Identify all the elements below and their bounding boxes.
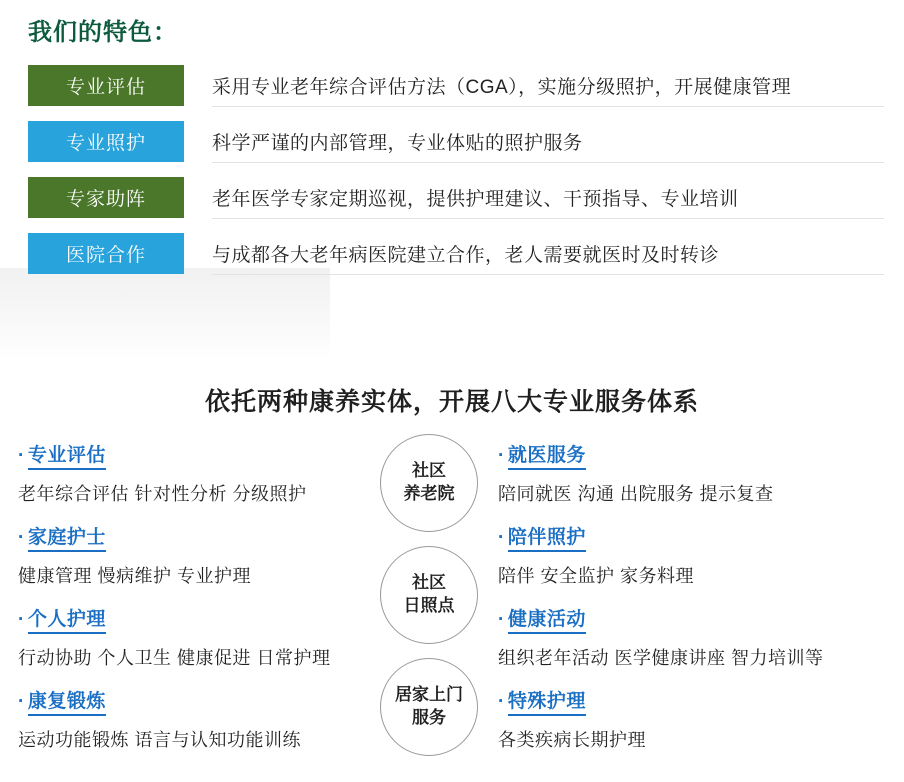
bullet-icon: · (18, 609, 25, 630)
features-title: 我们的特色： (28, 19, 178, 46)
entity-circle-line2: 服务 (412, 708, 446, 727)
services-grid (0, 440, 904, 780)
service-heading (18, 522, 348, 552)
service-heading-text: 就医服务 (508, 440, 586, 470)
feature-tag: 专家助阵 (28, 177, 184, 218)
service-heading (498, 440, 828, 470)
service-body: 陪同就医 沟通 出院服务 提示复查 (498, 484, 774, 504)
service-item (18, 522, 348, 588)
bullet-icon: · (18, 445, 25, 466)
service-item (18, 440, 348, 506)
service-heading-text: 个人护理 (28, 604, 106, 634)
service-item (498, 522, 828, 588)
service-body: 各类疾病长期护理 (498, 730, 646, 750)
entity-circle-line2: 日照点 (403, 596, 455, 615)
service-body: 组织老年活动 医学健康讲座 智力培训等 (498, 648, 824, 668)
service-item (18, 686, 348, 752)
bullet-icon: · (498, 445, 505, 466)
feature-tag: 专业照护 (28, 121, 184, 162)
service-heading-text: 康复锻炼 (28, 686, 106, 716)
service-heading (498, 604, 828, 634)
feature-row (28, 225, 904, 281)
feature-row (28, 57, 904, 113)
background-wash (0, 268, 330, 360)
service-heading-text: 特殊护理 (508, 686, 586, 716)
feature-desc-wrap (184, 113, 904, 169)
service-heading-text: 专业评估 (28, 440, 106, 470)
service-heading-text: 健康活动 (508, 604, 586, 634)
service-item (498, 604, 828, 670)
entity-circle (380, 546, 478, 644)
entity-circle-line1: 居家上门 (395, 685, 463, 705)
service-item (498, 686, 828, 752)
service-heading (18, 604, 348, 634)
services-title: 依托两种康养实体，开展八大专业服务体系 (204, 388, 699, 416)
bullet-icon: · (18, 691, 25, 712)
services-column-left (18, 440, 348, 768)
service-body: 老年综合评估 针对性分析 分级照护 (18, 484, 307, 504)
service-body: 运动功能锻炼 语言与认知功能训练 (18, 730, 301, 750)
service-body: 行动协助 个人卫生 健康促进 日常护理 (18, 648, 331, 668)
service-heading (498, 686, 828, 716)
feature-desc-wrap (184, 225, 904, 281)
service-heading (18, 686, 348, 716)
feature-description: 老年医学专家定期巡视，提供护理建议、干预指导、专业培训 (212, 188, 739, 210)
feature-description: 与成都各大老年病医院建立合作，老人需要就医时及时转诊 (212, 244, 720, 266)
entity-circle-line1: 社区 (412, 461, 446, 481)
bullet-icon: · (498, 691, 505, 712)
feature-description: 采用专业老年综合评估方法（CGA），实施分级照护，开展健康管理 (212, 76, 792, 98)
entity-circles (380, 434, 490, 770)
service-heading (498, 522, 828, 552)
services-section (0, 368, 904, 782)
features-section (0, 0, 904, 281)
entity-circle (380, 658, 478, 756)
features-list (28, 57, 904, 281)
service-item (498, 440, 828, 506)
feature-row (28, 113, 904, 169)
feature-description: 科学严谨的内部管理，专业体贴的照护服务 (212, 132, 583, 154)
service-heading (18, 440, 348, 470)
feature-tag: 专业评估 (28, 65, 184, 106)
feature-desc-wrap (184, 169, 904, 225)
entity-circle-line1: 社区 (412, 573, 446, 593)
bullet-icon: · (18, 527, 25, 548)
bullet-icon: · (498, 609, 505, 630)
entity-circle (380, 434, 478, 532)
service-heading-text: 家庭护士 (28, 522, 106, 552)
service-item (18, 604, 348, 670)
feature-desc-wrap (184, 57, 904, 113)
services-column-right (498, 440, 828, 768)
service-body: 陪伴 安全监护 家务料理 (498, 566, 695, 586)
service-heading-text: 陪伴照护 (508, 522, 586, 552)
service-body: 健康管理 慢病维护 专业护理 (18, 566, 252, 586)
entity-circle-line2: 养老院 (403, 484, 455, 503)
feature-tag: 医院合作 (28, 233, 184, 274)
feature-row (28, 169, 904, 225)
bullet-icon: · (498, 527, 505, 548)
